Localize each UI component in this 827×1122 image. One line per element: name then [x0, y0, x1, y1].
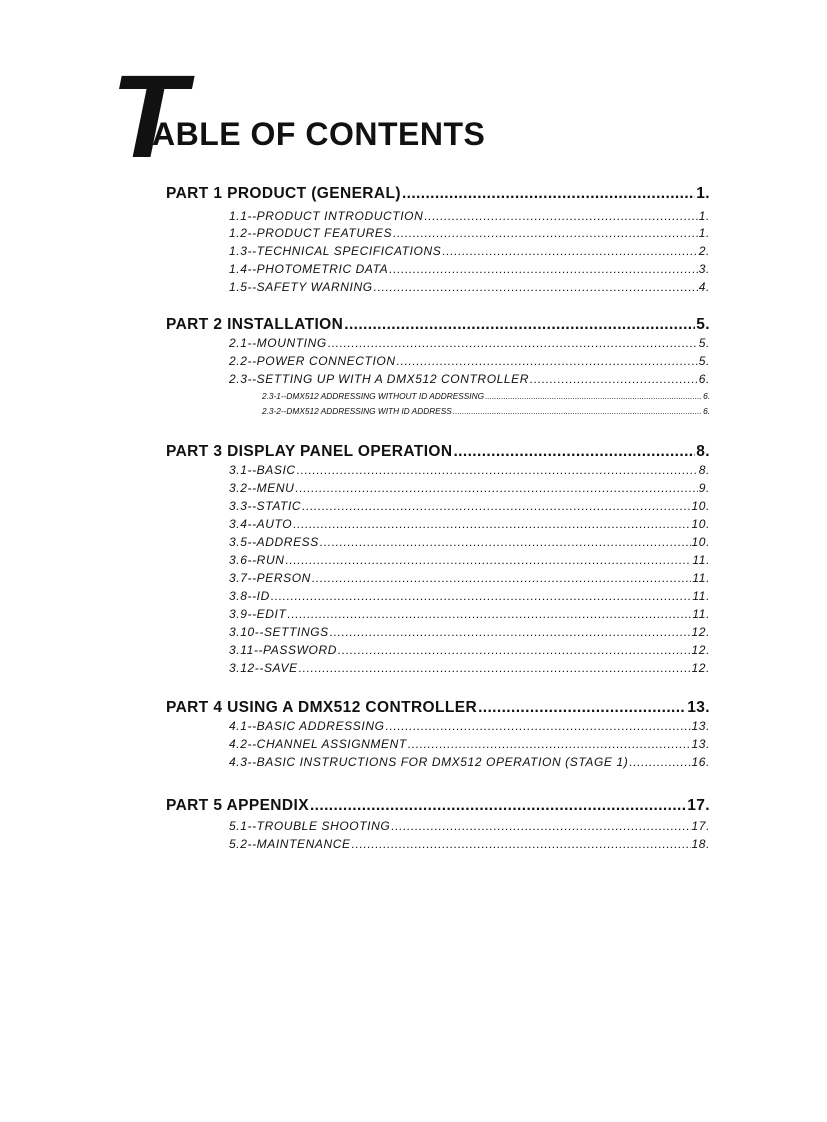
toc-entry-label: 3.3--STATIC: [229, 499, 302, 513]
toc-entry-sub[interactable]: [229, 737, 710, 751]
toc-entry-sub[interactable]: [229, 463, 710, 477]
toc-entry-label: 3.5--ADDRESS: [229, 535, 319, 549]
toc-entry-sub[interactable]: [229, 607, 710, 621]
toc-entry-part[interactable]: [166, 797, 710, 815]
dot-leader: [299, 661, 691, 675]
toc-entry-sub[interactable]: [229, 755, 710, 769]
toc-entry-label: 2.3-1--DMX512 ADDRESSING WITHOUT ID ADDRESSING: [262, 391, 485, 401]
dot-leader: [297, 463, 698, 477]
toc-entry-page: 5.: [696, 316, 710, 333]
toc-entry-page: 3.: [698, 262, 710, 276]
toc-entry-sub[interactable]: [229, 535, 710, 549]
toc-entry-page: 11.: [692, 571, 710, 585]
toc-entry-label: 3.11--PASSWORD: [229, 643, 337, 657]
toc-entry-page: 6.: [703, 391, 710, 401]
toc-entry-part[interactable]: [166, 185, 710, 203]
toc-entry-sub[interactable]: [229, 354, 710, 368]
toc-entry-label: 4.3--BASIC INSTRUCTIONS FOR DMX512 OPERATION (STAGE 1): [229, 755, 629, 769]
toc-entry-page: 8.: [698, 463, 710, 477]
toc-entry-part[interactable]: [166, 316, 710, 334]
toc-entry-sub[interactable]: [229, 244, 710, 258]
page-title: ABLE OF CONTENTS: [152, 116, 486, 152]
toc-entry-part[interactable]: [166, 443, 710, 461]
toc-entry-sub[interactable]: [229, 661, 710, 675]
toc-entry-label: PART 4 USING A DMX512 CONTROLLER: [166, 699, 478, 716]
dot-leader: [391, 819, 690, 833]
toc-entry-label: 1.2--PRODUCT FEATURES: [229, 226, 393, 240]
toc-entry-page: 11.: [692, 553, 710, 567]
toc-entry-label: 5.1--TROUBLE SHOOTING: [229, 819, 391, 833]
dot-leader: [389, 262, 698, 276]
dot-leader: [330, 625, 691, 639]
toc-entry-page: 13.: [691, 719, 710, 733]
toc-entry-label: 3.9--EDIT: [229, 607, 287, 621]
toc-entry-label: 4.1--BASIC ADDRESSING: [229, 719, 385, 733]
toc-entry-page: 17.: [691, 819, 710, 833]
dot-leader: [530, 372, 698, 386]
toc-entry-sub[interactable]: [229, 226, 710, 240]
toc-entry-page: 10.: [691, 517, 710, 531]
toc-entry-sub[interactable]: [229, 625, 710, 639]
dot-leader: [453, 406, 702, 416]
toc-entry-sub[interactable]: [229, 209, 710, 223]
dot-leader: [478, 699, 686, 717]
toc-entry-sub[interactable]: [229, 571, 710, 585]
toc-entry-page: 16.: [691, 755, 710, 769]
toc-entry-part[interactable]: [166, 699, 710, 717]
toc-entry-sub[interactable]: [229, 262, 710, 276]
dot-leader: [271, 589, 692, 603]
dot-leader: [310, 797, 686, 815]
dot-leader: [386, 719, 691, 733]
toc-entry-sub[interactable]: [229, 280, 710, 294]
dot-leader: [374, 280, 698, 294]
toc-entry-sub[interactable]: [229, 837, 710, 851]
toc-entry-sub[interactable]: [229, 819, 710, 833]
toc-entry-page: 6.: [703, 406, 710, 416]
toc-entry-label: 3.6--RUN: [229, 553, 285, 567]
toc-entry-label: 5.2--MAINTENANCE: [229, 837, 351, 851]
toc-entry-page: 10.: [691, 535, 710, 549]
toc-entry-page: 12.: [691, 643, 710, 657]
dot-leader: [312, 571, 691, 585]
toc-entry-label: 3.8--ID: [229, 589, 270, 603]
toc-entry-label: 2.2--POWER CONNECTION: [229, 354, 396, 368]
dot-leader: [302, 499, 690, 513]
toc-entry-page: 11.: [692, 589, 710, 603]
toc-entry-label: 3.4--AUTO: [229, 517, 293, 531]
toc-entry-label: 1.4--PHOTOMETRIC DATA: [229, 262, 389, 276]
toc-entry-label: 3.12--SAVE: [229, 661, 298, 675]
toc-entry-label: PART 2 INSTALLATION: [166, 316, 344, 333]
dot-leader: [328, 336, 698, 350]
toc-entry-page: 2.: [698, 244, 710, 258]
toc-entry-page: 9.: [698, 481, 710, 495]
dot-leader: [344, 316, 695, 334]
dot-leader: [285, 553, 691, 567]
toc-entry-label: 3.7--PERSON: [229, 571, 311, 585]
toc-entry-page: 10.: [691, 499, 710, 513]
dot-leader: [393, 226, 698, 240]
dot-leader: [485, 391, 702, 401]
toc-entry-subsub[interactable]: [262, 391, 710, 401]
toc-entry-label: 3.2--MENU: [229, 481, 295, 495]
toc-entry-page: 12.: [691, 625, 710, 639]
toc-entry-subsub[interactable]: [262, 406, 710, 416]
toc-entry-page: 13.: [687, 699, 710, 716]
toc-entry-sub[interactable]: [229, 372, 710, 386]
toc-entry-page: 13.: [691, 737, 710, 751]
dot-leader: [453, 443, 695, 461]
toc-entry-sub[interactable]: [229, 553, 710, 567]
toc-entry-page: 8.: [696, 443, 710, 460]
toc-entry-label: 2.3--SETTING UP WITH A DMX512 CONTROLLER: [229, 372, 530, 386]
dot-leader: [293, 517, 690, 531]
toc-entry-label: 2.1--MOUNTING: [229, 336, 327, 350]
toc-entry-page: 1.: [698, 226, 710, 240]
toc-entry-page: 17.: [687, 797, 710, 814]
toc-entry-sub[interactable]: [229, 643, 710, 657]
toc-entry-page: 5.: [698, 336, 710, 350]
toc-entry-sub[interactable]: [229, 589, 710, 603]
toc-entry-label: 2.3-2--DMX512 ADDRESSING WITH ID ADDRESS: [262, 406, 452, 416]
toc-entry-label: PART 3 DISPLAY PANEL OPERATION: [166, 443, 453, 460]
toc-entry-page: 18.: [691, 837, 710, 851]
dot-leader: [287, 607, 691, 621]
toc-entry-label: 3.10--SETTINGS: [229, 625, 329, 639]
toc-entry-label: 1.3--TECHNICAL SPECIFICATIONS: [229, 244, 442, 258]
dot-leader: [424, 209, 697, 223]
dot-leader: [408, 737, 691, 751]
toc-entry-label: 4.2--CHANNEL ASSIGNMENT: [229, 737, 407, 751]
title-initial: T: [110, 51, 186, 183]
toc-entry-label: 1.5--SAFETY WARNING: [229, 280, 373, 294]
toc-entry-page: 1.: [698, 209, 710, 223]
dot-leader: [402, 185, 695, 203]
dot-leader: [352, 837, 691, 851]
toc-entry-page: 1.: [696, 185, 710, 202]
toc-entry-sub[interactable]: [229, 719, 710, 733]
toc-entry-sub[interactable]: [229, 499, 710, 513]
toc-entry-sub[interactable]: [229, 336, 710, 350]
dot-leader: [397, 354, 698, 368]
toc-entry-label: 1.1--PRODUCT INTRODUCTION: [229, 209, 424, 223]
dot-leader: [295, 481, 697, 495]
toc-entry-page: 11.: [692, 607, 710, 621]
toc-entry-label: PART 5 APPENDIX: [166, 797, 309, 814]
dot-leader: [320, 535, 691, 549]
toc-entry-label: 3.1--BASIC: [229, 463, 296, 477]
toc-entry-page: 5.: [698, 354, 710, 368]
toc-entry-page: 6.: [698, 372, 710, 386]
toc-entry-label: PART 1 PRODUCT (GENERAL): [166, 185, 401, 202]
dot-leader: [338, 643, 691, 657]
toc-entry-page: 4.: [698, 280, 710, 294]
dot-leader: [629, 755, 690, 769]
toc-entry-page: 12.: [691, 661, 710, 675]
toc-entry-sub[interactable]: [229, 517, 710, 531]
toc-entry-sub[interactable]: [229, 481, 710, 495]
dot-leader: [442, 244, 697, 258]
